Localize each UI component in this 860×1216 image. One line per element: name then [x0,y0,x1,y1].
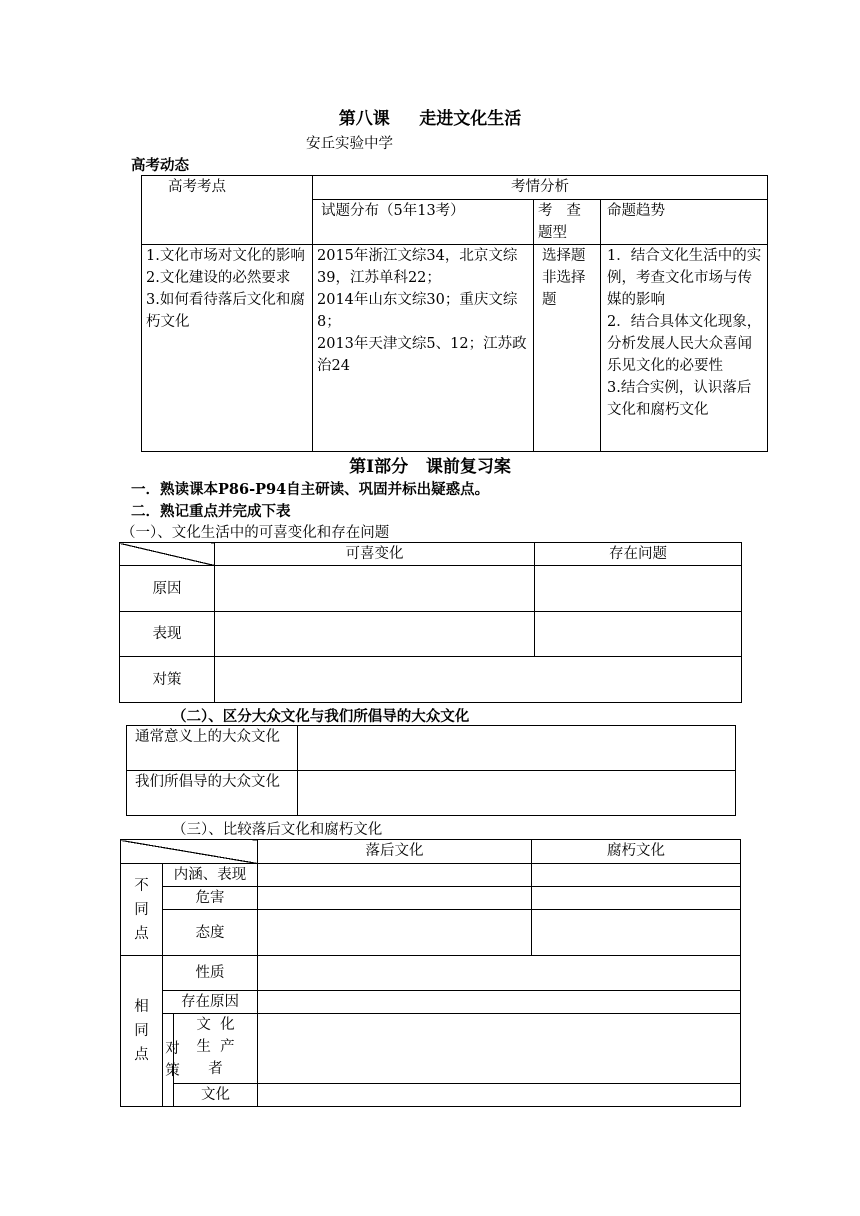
answer-cell[interactable] [258,1084,741,1107]
header-kexi: 可喜变化 [215,543,535,566]
kaodian-item: 3.如何看待落后文化和腐朽文化 [146,292,305,330]
header-tixing-line1: 考 查 [538,203,581,219]
answer-cell[interactable] [532,864,741,887]
subheading-2: （二）、区分大众文化与我们所倡导的大众文化 [172,708,470,725]
row-label-shengchanzhe [174,1014,258,1084]
qushi-item: 2．结合具体文化现象，分析发展人民大众喜闻乐见文化的必要性 [607,314,762,374]
header-luohou: 落后文化 [258,840,532,864]
answer-cell[interactable] [258,864,532,887]
group-xiangtong: 相同点 [121,956,163,1107]
answer-cell[interactable] [258,887,532,910]
instruction-1: 一．熟读课本P86-P94自主研读、巩固并标出疑惑点。 [131,481,490,498]
instruction-2: 二．熟记重点并完成下表 [131,503,291,520]
fenbu-item: 2014年山东文综30；重庆文综8； [317,292,518,330]
diagonal-header-cell [121,840,258,864]
row-label-weihai: 危害 [163,887,258,910]
kaodian-item: 2.文化建设的必然要求 [146,270,291,286]
answer-cell[interactable] [215,566,535,612]
answer-cell[interactable] [215,612,535,657]
gaokao-table [141,175,768,452]
answer-cell[interactable] [258,956,741,991]
section-gaokao: 高考动态 [131,157,189,174]
row-label-biaoxian: 表现 [120,612,215,657]
answer-cell[interactable] [532,910,741,956]
tixing-cell [534,245,601,452]
row-label-changdao: 我们所倡导的大众文化 [127,771,298,816]
shengchanzhe-line2: 生 产 [196,1039,235,1055]
row-label-neihan: 内涵、表现 [163,864,258,887]
page-title: 第八课 走进文化生活 [338,109,522,129]
header-kaoqing: 考情分析 [313,176,768,200]
row-label-taidu: 态度 [163,910,258,956]
compare-culture-table [120,839,741,1107]
row-label-duice: 对策 [120,657,215,703]
diagonal-header-cell [120,543,215,566]
tixing-item: 非选择题 [542,270,586,308]
shengchanzhe-line1: 文 化 [196,1017,235,1033]
qushi-cell [601,245,768,452]
fenbu-cell [313,245,534,452]
header-qushi: 命题趋势 [601,200,768,245]
answer-cell[interactable] [298,726,736,771]
row-label-tongchang: 通常意义上的大众文化 [127,726,298,771]
part1-title: 第Ⅰ部分 课前复习案 [349,457,511,477]
mass-culture-table [126,725,736,816]
shengchanzhe-line3: 者 [208,1061,223,1077]
answer-cell[interactable] [258,910,532,956]
group-butong: 不同点 [121,864,163,956]
answer-cell[interactable] [532,887,741,910]
answer-cell[interactable] [535,566,742,612]
header-tixing [534,200,601,245]
tixing-item: 选择题 [542,248,586,264]
school-name: 安丘实验中学 [306,136,393,152]
row-label-yuanyin: 原因 [120,566,215,612]
subheading-1: （一）、文化生活中的可喜变化和存在问题 [121,525,390,541]
qushi-item: 3.结合实例，认识落后文化和腐朽文化 [607,380,752,418]
changes-problems-table [119,542,742,703]
kaodian-cell [142,245,313,452]
row-label-xingzhi: 性质 [163,956,258,991]
subheading-3: （三）、比较落后文化和腐朽文化 [172,822,383,838]
header-fenbu: 试题分布（5年13考） [313,200,534,245]
header-kaodian: 高考考点 [142,176,313,245]
fenbu-item: 2013年天津文综5、12；江苏政治24 [317,336,527,374]
header-fuxiu: 腐朽文化 [532,840,741,864]
answer-cell[interactable] [215,657,742,703]
answer-cell[interactable] [298,771,736,816]
fenbu-item: 2015年浙江文综34，北京文综39，江苏单科22； [317,248,518,286]
answer-cell[interactable] [258,1014,741,1084]
answer-cell[interactable] [258,991,741,1014]
row-label-yuanyin: 存在原因 [163,991,258,1014]
row-label-duice: 对策 [163,1014,174,1107]
answer-cell[interactable] [535,612,742,657]
qushi-item: 1．结合文化生活中的实例，考查文化市场与传媒的影响 [607,248,762,308]
header-wenti: 存在问题 [535,543,742,566]
header-tixing-line2: 题型 [538,225,567,241]
row-label-wenhua: 文化 [174,1084,258,1107]
kaodian-item: 1.文化市场对文化的影响 [146,248,305,264]
